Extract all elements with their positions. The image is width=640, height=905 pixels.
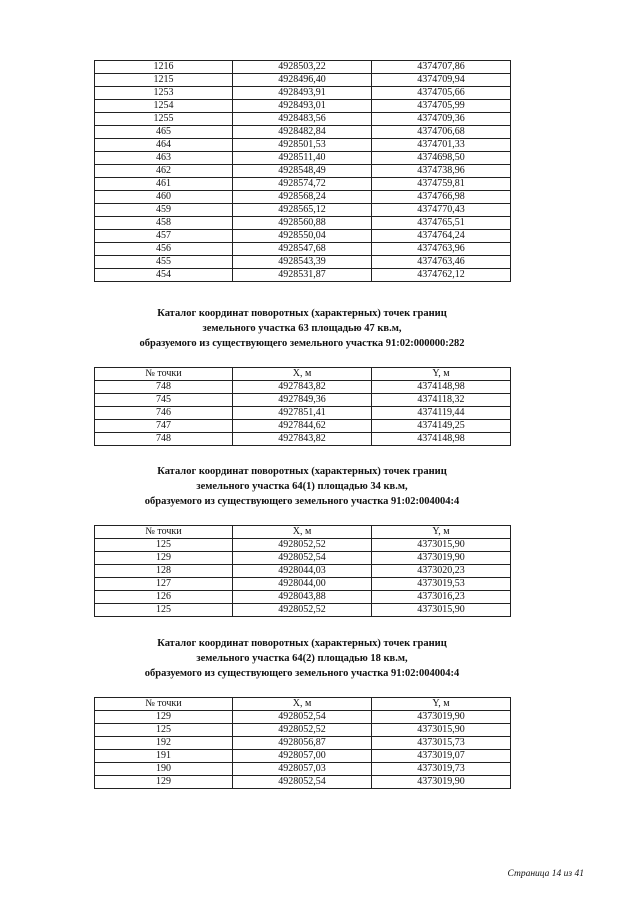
x-coordinate-cell: 4927843,82 <box>233 381 372 394</box>
table-row <box>95 711 511 724</box>
y-coordinate-cell: 4373019,73 <box>372 763 511 776</box>
point-number-cell: 746 <box>95 407 233 420</box>
y-coordinate-cell: 4374766,98 <box>372 191 511 204</box>
y-coordinate-cell: 4374709,36 <box>372 113 511 126</box>
table-row <box>95 100 511 113</box>
x-coordinate-cell: 4928493,01 <box>233 100 372 113</box>
heading-line: образуемого из существующего земельного участка 91:02:000000:282 <box>139 338 465 349</box>
table-header-row <box>95 698 511 711</box>
x-coordinate-cell: 4928052,52 <box>233 539 372 552</box>
table-row <box>95 243 511 256</box>
heading-line: Каталог координат поворотных (характерных) точек границ <box>157 308 447 319</box>
y-coordinate-cell: 4374738,96 <box>372 165 511 178</box>
point-number-cell: 461 <box>95 178 233 191</box>
y-coordinate-cell: 4374701,33 <box>372 139 511 152</box>
column-header-y: Y, м <box>372 526 511 539</box>
y-coordinate-cell: 4374148,98 <box>372 381 511 394</box>
x-coordinate-cell: 4928543,39 <box>233 256 372 269</box>
heading-line: земельного участка 63 площадью 47 кв.м, <box>202 323 402 334</box>
x-coordinate-cell: 4927849,36 <box>233 394 372 407</box>
x-coordinate-cell: 4928044,03 <box>233 565 372 578</box>
x-coordinate-cell: 4928052,54 <box>233 711 372 724</box>
table-row <box>95 191 511 204</box>
table-row <box>95 381 511 394</box>
table-row <box>95 61 511 74</box>
point-number-cell: 464 <box>95 139 233 152</box>
table-row <box>95 724 511 737</box>
heading-line: земельного участка 64(2) площадью 18 кв.м, <box>196 653 408 664</box>
table-row <box>95 737 511 750</box>
y-coordinate-cell: 4374709,94 <box>372 74 511 87</box>
table-row <box>95 578 511 591</box>
point-number-cell: 745 <box>95 394 233 407</box>
point-number-cell: 192 <box>95 737 233 750</box>
x-coordinate-cell: 4928560,88 <box>233 217 372 230</box>
point-number-cell: 125 <box>95 539 233 552</box>
table-row <box>95 217 511 230</box>
table-row <box>95 126 511 139</box>
x-coordinate-cell: 4927844,62 <box>233 420 372 433</box>
x-coordinate-cell: 4928547,68 <box>233 243 372 256</box>
point-number-cell: 129 <box>95 711 233 724</box>
x-coordinate-cell: 4928565,12 <box>233 204 372 217</box>
point-number-cell: 456 <box>95 243 233 256</box>
y-coordinate-cell: 4373016,23 <box>372 591 511 604</box>
y-coordinate-cell: 4374698,50 <box>372 152 511 165</box>
y-coordinate-cell: 4374763,46 <box>372 256 511 269</box>
table-row <box>95 74 511 87</box>
heading-line: земельного участка 64(1) площадью 34 кв.м, <box>196 481 408 492</box>
x-coordinate-cell: 4928052,54 <box>233 776 372 789</box>
table-row <box>95 152 511 165</box>
point-number-cell: 190 <box>95 763 233 776</box>
point-number-cell: 462 <box>95 165 233 178</box>
table-row <box>95 407 511 420</box>
column-header-point: № точки <box>95 698 233 711</box>
point-number-cell: 126 <box>95 591 233 604</box>
table-row <box>95 565 511 578</box>
table-row <box>95 750 511 763</box>
x-coordinate-cell: 4927851,41 <box>233 407 372 420</box>
y-coordinate-cell: 4373019,90 <box>372 776 511 789</box>
x-coordinate-cell: 4928057,03 <box>233 763 372 776</box>
column-header-x: X, м <box>233 698 372 711</box>
table-row <box>95 230 511 243</box>
x-coordinate-cell: 4928052,52 <box>233 604 372 617</box>
table-row <box>95 178 511 191</box>
table-row <box>95 552 511 565</box>
point-number-cell: 748 <box>95 381 233 394</box>
point-number-cell: 127 <box>95 578 233 591</box>
table-row <box>95 256 511 269</box>
y-coordinate-cell: 4374149,25 <box>372 420 511 433</box>
point-number-cell: 1215 <box>95 74 233 87</box>
y-coordinate-cell: 4373019,90 <box>372 552 511 565</box>
page-number: Страница 14 из 41 <box>507 869 584 879</box>
coordinates-table-continued <box>94 60 511 282</box>
y-coordinate-cell: 4374148,98 <box>372 433 511 446</box>
coordinates-table-64-2 <box>94 697 511 789</box>
table-row <box>95 87 511 100</box>
column-header-point: № точки <box>95 526 233 539</box>
table-row <box>95 776 511 789</box>
y-coordinate-cell: 4374707,86 <box>372 61 511 74</box>
point-number-cell: 465 <box>95 126 233 139</box>
point-number-cell: 129 <box>95 776 233 789</box>
x-coordinate-cell: 4928052,54 <box>233 552 372 565</box>
y-coordinate-cell: 4374762,12 <box>372 269 511 282</box>
point-number-cell: 460 <box>95 191 233 204</box>
catalog-heading-64-1 <box>94 464 510 509</box>
y-coordinate-cell: 4373015,90 <box>372 604 511 617</box>
point-number-cell: 1255 <box>95 113 233 126</box>
y-coordinate-cell: 4373015,73 <box>372 737 511 750</box>
y-coordinate-cell: 4374118,32 <box>372 394 511 407</box>
table-row <box>95 394 511 407</box>
y-coordinate-cell: 4373020,23 <box>372 565 511 578</box>
table-row <box>95 165 511 178</box>
x-coordinate-cell: 4928052,52 <box>233 724 372 737</box>
point-number-cell: 454 <box>95 269 233 282</box>
point-number-cell: 455 <box>95 256 233 269</box>
heading-line: образуемого из существующего земельного участка 91:02:004004:4 <box>144 668 460 679</box>
point-number-cell: 1216 <box>95 61 233 74</box>
catalog-heading-64-2 <box>94 636 510 681</box>
y-coordinate-cell: 4374765,51 <box>372 217 511 230</box>
y-coordinate-cell: 4373015,90 <box>372 539 511 552</box>
point-number-cell: 128 <box>95 565 233 578</box>
point-number-cell: 458 <box>95 217 233 230</box>
y-coordinate-cell: 4373019,90 <box>372 711 511 724</box>
y-coordinate-cell: 4374705,66 <box>372 87 511 100</box>
point-number-cell: 1254 <box>95 100 233 113</box>
x-coordinate-cell: 4928503,22 <box>233 61 372 74</box>
catalog-heading-63 <box>94 306 510 351</box>
table-row <box>95 269 511 282</box>
point-number-cell: 747 <box>95 420 233 433</box>
heading-line: образуемого из существующего земельного участка 91:02:004004:4 <box>144 496 460 507</box>
table-row <box>95 604 511 617</box>
point-number-cell: 191 <box>95 750 233 763</box>
y-coordinate-cell: 4374764,24 <box>372 230 511 243</box>
x-coordinate-cell: 4928568,24 <box>233 191 372 204</box>
y-coordinate-cell: 4374706,68 <box>372 126 511 139</box>
coordinates-table-64-1 <box>94 525 511 617</box>
y-coordinate-cell: 4373019,53 <box>372 578 511 591</box>
table-row <box>95 539 511 552</box>
x-coordinate-cell: 4928550,04 <box>233 230 372 243</box>
point-number-cell: 125 <box>95 724 233 737</box>
x-coordinate-cell: 4928056,87 <box>233 737 372 750</box>
x-coordinate-cell: 4928057,00 <box>233 750 372 763</box>
y-coordinate-cell: 4374759,81 <box>372 178 511 191</box>
x-coordinate-cell: 4927843,82 <box>233 433 372 446</box>
column-header-y: Y, м <box>372 368 511 381</box>
table-row <box>95 433 511 446</box>
x-coordinate-cell: 4928511,40 <box>233 152 372 165</box>
table-row <box>95 591 511 604</box>
x-coordinate-cell: 4928044,00 <box>233 578 372 591</box>
column-header-x: X, м <box>233 368 372 381</box>
x-coordinate-cell: 4928043,88 <box>233 591 372 604</box>
y-coordinate-cell: 4374763,96 <box>372 243 511 256</box>
point-number-cell: 459 <box>95 204 233 217</box>
x-coordinate-cell: 4928501,53 <box>233 139 372 152</box>
column-header-point: № точки <box>95 368 233 381</box>
y-coordinate-cell: 4373015,90 <box>372 724 511 737</box>
x-coordinate-cell: 4928574,72 <box>233 178 372 191</box>
table-row <box>95 139 511 152</box>
heading-line: Каталог координат поворотных (характерных) точек границ <box>157 638 447 649</box>
column-header-x: X, м <box>233 526 372 539</box>
x-coordinate-cell: 4928482,84 <box>233 126 372 139</box>
table-header-row <box>95 526 511 539</box>
y-coordinate-cell: 4374770,43 <box>372 204 511 217</box>
coordinates-table-63 <box>94 367 511 446</box>
point-number-cell: 1253 <box>95 87 233 100</box>
point-number-cell: 463 <box>95 152 233 165</box>
point-number-cell: 125 <box>95 604 233 617</box>
table-header-row <box>95 368 511 381</box>
x-coordinate-cell: 4928531,87 <box>233 269 372 282</box>
y-coordinate-cell: 4374119,44 <box>372 407 511 420</box>
y-coordinate-cell: 4373019,07 <box>372 750 511 763</box>
x-coordinate-cell: 4928493,91 <box>233 87 372 100</box>
x-coordinate-cell: 4928496,40 <box>233 74 372 87</box>
y-coordinate-cell: 4374705,99 <box>372 100 511 113</box>
point-number-cell: 457 <box>95 230 233 243</box>
table-row <box>95 420 511 433</box>
table-row <box>95 763 511 776</box>
point-number-cell: 129 <box>95 552 233 565</box>
column-header-y: Y, м <box>372 698 511 711</box>
point-number-cell: 748 <box>95 433 233 446</box>
table-row <box>95 204 511 217</box>
heading-line: Каталог координат поворотных (характерных) точек границ <box>157 466 447 477</box>
x-coordinate-cell: 4928548,49 <box>233 165 372 178</box>
x-coordinate-cell: 4928483,56 <box>233 113 372 126</box>
table-row <box>95 113 511 126</box>
